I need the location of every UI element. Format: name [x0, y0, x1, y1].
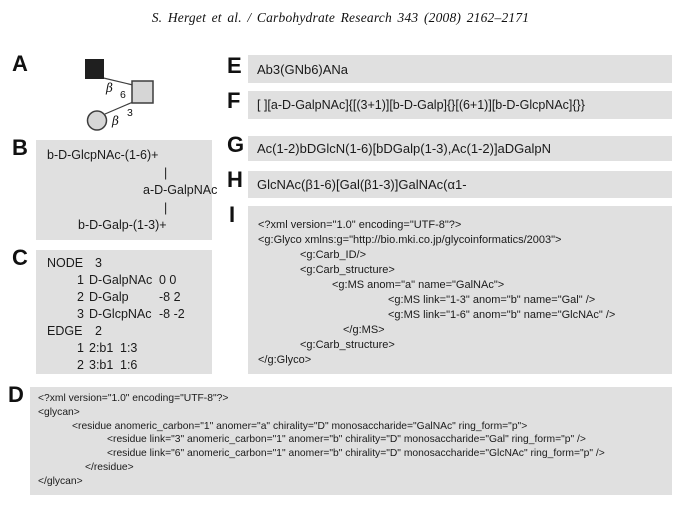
edge-index: 2	[77, 358, 84, 372]
code-line: <glycan>	[38, 406, 80, 418]
panel-label-d: D	[8, 382, 24, 407]
code-line: <g:MS link="1-3" anom="b" name="Gal" />	[388, 294, 596, 306]
code-line: <?xml version="1.0" encoding="UTF-8"?>	[258, 219, 462, 231]
code-line: </residue>	[85, 461, 134, 473]
code-line: </glycan>	[38, 475, 83, 487]
node-row	[36, 289, 212, 306]
edge-count: 2	[95, 324, 102, 338]
condensed-bond: |	[164, 165, 168, 180]
panel-g-bcsdb	[248, 136, 672, 161]
linearcode-text: Ab3(GNb6)ANa	[257, 61, 349, 77]
node-name: D-Galp	[89, 290, 129, 304]
gray-square-symbol	[132, 81, 153, 103]
linkage-label-6: 6	[120, 89, 126, 101]
linucs-text: [ ][a-D-GalpNAc]{[(3+1)][b-D-Galp]{}[(6+1)][b-D-GlcpNAc]{}}	[257, 98, 585, 112]
code-line: <residue link="3" anomeric_carbon="1" anomer="b" chirality="D" monosaccharide="Gal" ring_form="p" />	[107, 434, 586, 446]
linkage-label-3: 3	[127, 107, 133, 119]
edge-target: 1:6	[120, 358, 138, 372]
node-keyword: NODE	[47, 256, 84, 270]
node-count: 3	[95, 256, 102, 270]
code-line: <g:Carb_structure>	[300, 339, 395, 351]
panel-label-h: H	[227, 167, 243, 192]
node-coords: -8 2	[159, 290, 181, 304]
code-line: <g:Glyco xmlns:g="http://bio.mki.co.jp/glycoinformatics/2003">	[258, 234, 562, 246]
journal-citation: S. Herget et al. / Carbohydrate Research 343 (2008) 2162–2171	[151, 10, 530, 25]
anomeric-label-beta-lower: β	[112, 114, 119, 128]
condensed-line: b-D-Galp-(1-3)+	[78, 218, 167, 232]
panel-label-c: C	[12, 245, 28, 270]
edge-keyword: EDGE	[47, 324, 83, 338]
panel-c-node-edge-notation	[36, 250, 212, 374]
panel-i-glyco-xml	[248, 206, 672, 374]
code-line: </g:MS>	[343, 324, 385, 336]
condensed-bond: |	[164, 200, 168, 215]
iupac-text: GlcNAc(β1-6)[Gal(β1-3)]GalNAc(α1-	[257, 177, 467, 192]
panel-label-b: B	[12, 135, 28, 160]
anomeric-label-beta-upper: β	[106, 81, 113, 95]
condensed-line: a-D-GalpNAc	[143, 183, 218, 197]
edge-target: 1:3	[120, 341, 138, 355]
panel-e-linearcode	[248, 55, 672, 83]
panel-d-xml-notation	[30, 387, 672, 495]
edge-row	[36, 357, 212, 374]
panel-label-a: A	[12, 51, 28, 76]
node-coords: -8 -2	[159, 307, 185, 321]
code-line: <g:Carb_ID/>	[300, 249, 367, 261]
edge-link: 2:b1	[89, 341, 114, 355]
panel-label-e: E	[227, 53, 242, 78]
filled-square-symbol	[85, 59, 104, 79]
node-index: 1	[77, 273, 84, 287]
code-line: <?xml version="1.0" encoding="UTF-8"?>	[38, 393, 229, 404]
edge-index: 1	[77, 341, 84, 355]
condensed-line: b-D-GlcpNAc-(1-6)+	[47, 148, 159, 162]
edge-row	[36, 340, 212, 357]
code-line: <g:MS anom="a" name="GalNAc">	[332, 279, 505, 291]
panel-label-g: G	[227, 132, 245, 157]
panel-f-linucs	[248, 91, 672, 119]
node-index: 3	[77, 307, 84, 321]
edge-link: 3:b1	[89, 358, 114, 372]
panel-label-f: F	[227, 88, 241, 113]
code-line: <g:Carb_structure>	[300, 264, 395, 276]
bcsdb-text: Ac(1-2)bDGlcN(1-6)[bDGalp(1-3),Ac(1-2)]aDGalpN	[257, 141, 552, 156]
code-line: <residue anomeric_carbon="1" anomer="a" chirality="D" monosaccharide="GalNAc" ring_form="p">	[72, 420, 528, 432]
node-header-row	[36, 255, 212, 272]
glycan-symbol-diagram	[60, 52, 170, 137]
node-index: 2	[77, 290, 84, 304]
panel-b-condensed-notation	[36, 140, 218, 240]
panel-h-iupac	[248, 171, 672, 198]
code-line: </g:Glyco>	[258, 354, 312, 366]
node-row	[36, 272, 212, 289]
panel-label-i: I	[229, 202, 236, 227]
node-name: D-GlcpNAc	[89, 307, 152, 321]
edge-header-row	[36, 323, 212, 340]
node-name: D-GalpNAc	[89, 273, 153, 287]
circle-symbol	[88, 111, 107, 130]
node-coords: 0 0	[159, 273, 177, 287]
code-line: <residue link="6" anomeric_carbon="1" anomer="b" chirality="D" monosaccharide="GlcNAc" ring_form="p" />	[107, 448, 605, 460]
node-row	[36, 306, 212, 323]
code-line: <g:MS link="1-6" anom="b" name="GlcNAc" />	[388, 309, 616, 321]
